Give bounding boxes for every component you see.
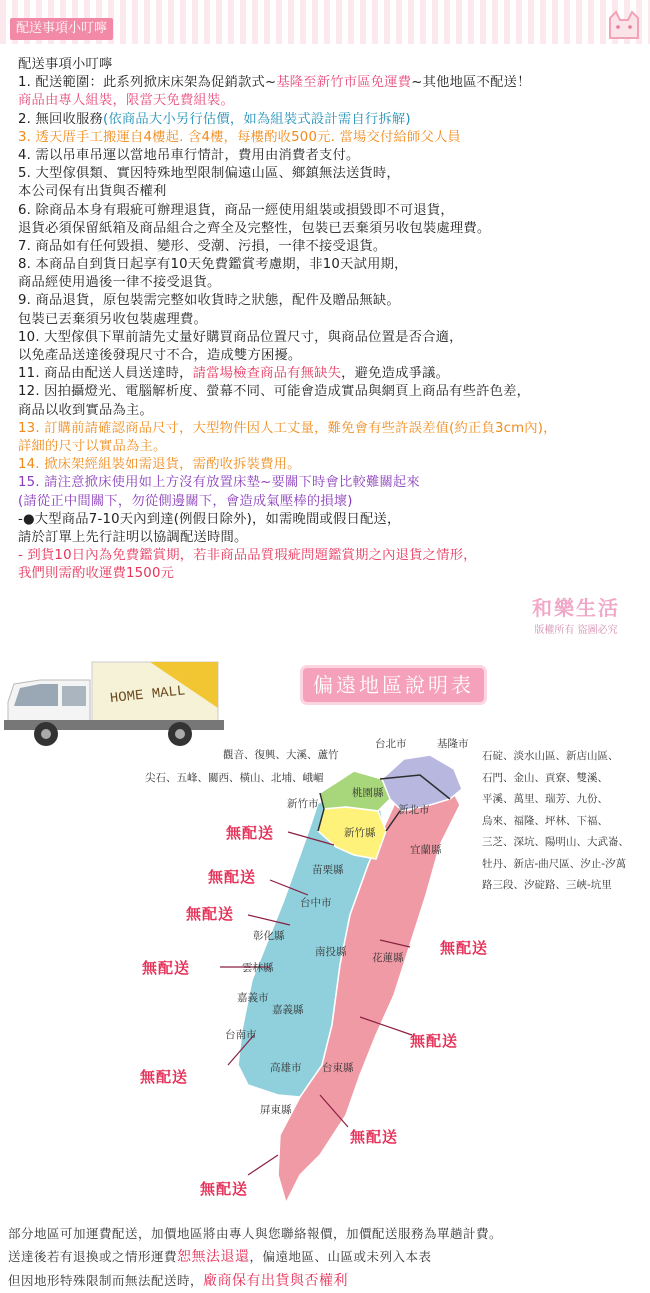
notice-segment: 詳細的尺寸以實品為主。 (18, 438, 167, 454)
label-taoyuan: 桃園縣 (352, 787, 384, 799)
notice-line (18, 383, 638, 401)
notice-line (18, 74, 638, 92)
label-new-taipei: 新北市 (398, 804, 430, 816)
label-nantou: 南投縣 (315, 946, 347, 958)
notice-segment: 9. 商品退貨，原包裝需完整如收貨時之狀態，配件及贈品無缺。 (18, 293, 400, 309)
label-yunlin: 雲林縣 (242, 962, 274, 974)
label-tainan: 台南市 (225, 1029, 257, 1041)
no-delivery-label: 無配送 (200, 1180, 249, 1198)
notice-line (18, 256, 638, 274)
cat-icon (604, 8, 644, 42)
label-taitung: 台東縣 (322, 1062, 354, 1074)
notice-segment: 1. 配送範圍：此系列掀床床架為促銷款式~ (18, 75, 277, 91)
taipei-remote-list (482, 746, 629, 897)
notice-line (18, 220, 638, 238)
notice-segment: 15. 請注意掀床使用如上方沒有放置床墊~要關下時會比較難關起來 (18, 475, 420, 491)
footer-highlight: 恕無法退還 (177, 1249, 250, 1265)
label-miaoli: 苗栗縣 (312, 864, 344, 876)
header-tag: 配送事項小叮嚀 (10, 18, 113, 40)
taipei-remote-item: 石碇、淡水山區、新店山區、 (482, 750, 619, 762)
notice-segment: 8. 本商品自到貨日起享有10天免費鑑賞考慮期，非10天試用期， (18, 257, 408, 273)
notice-lines (18, 74, 638, 583)
notice-segment: 本公司保有出貨與否權利 (18, 184, 167, 200)
notice-segment: ~其他地區不配送！ (411, 75, 531, 91)
map-title: 偏遠地區說明表 (303, 668, 484, 702)
notice-line (18, 274, 638, 292)
label-chiayi-city: 嘉義市 (237, 992, 269, 1004)
label-taipei-city: 台北市 (375, 738, 407, 750)
notice-line (18, 511, 638, 529)
taipei-remote-item: 平溪、萬里、瑞芳、九份、 (482, 793, 608, 805)
no-delivery-label: 無配送 (440, 939, 489, 957)
notice-line (18, 147, 638, 165)
notice-segment: -●大型商品7-10天內到達(例假日除外)，如需晚間或假日配送， (18, 511, 401, 527)
notice-line (18, 456, 638, 474)
label-kaohsiung: 高雄市 (270, 1062, 302, 1074)
notice-segment: 5. 大型傢俱類、實因特殊地型限制偏遠山區、鄉鎮無法送貨時， (18, 166, 400, 182)
notice-line (18, 402, 638, 420)
brand-watermark (532, 592, 620, 636)
notice-segment: 商品經使用過後一律不接受退貨。 (18, 275, 221, 291)
taipei-remote-item: 三芝、深坑、陽明山、大武崙、 (482, 836, 629, 848)
notice-segment: 7. 商品如有任何毀損、變形、受潮、污損，一律不接受退貨。 (18, 238, 387, 254)
notice-line (18, 292, 638, 310)
notice-line (18, 438, 638, 456)
no-delivery-label: 無配送 (142, 959, 191, 977)
no-delivery-label: 無配送 (140, 1068, 189, 1086)
footer-highlight: 廠商保有出貨與否權利 (203, 1273, 349, 1289)
no-delivery-label: 無配送 (226, 824, 275, 842)
notice-segment: 11. 商品由配送人員送達時， (18, 366, 193, 382)
footer-text: 但因地形特殊限制而無法配送時， (8, 1273, 204, 1288)
label-pingtung: 屏東縣 (260, 1104, 292, 1116)
notice-segment: 以免產品送達後發現尺寸不合，造成雙方困擾。 (18, 348, 302, 363)
footer-text: ，偏遠地區、山區或未列入本表 (249, 1249, 432, 1264)
delivery-notice (18, 56, 638, 583)
notice-segment: 2. 無回收服務 (18, 111, 103, 127)
footer-line-2 (8, 1245, 644, 1269)
taipei-remote-item: 路三段、汐碇路、三峽-坑里 (482, 879, 612, 891)
truck-sign: HOME MALL (109, 683, 187, 708)
remote-north-1: 觀音、復興、大溪、蘆竹 (223, 749, 339, 761)
notice-segment: (請從正中間關下，勿從側邊關下，會造成氣壓棒的損壞) (18, 493, 353, 509)
notice-segment: 6. 除商品本身有瑕疵可辦理退貨，商品一經使用組裝或損毀即不可退貨， (18, 202, 454, 218)
notice-segment: 商品以收到實品為主。 (18, 402, 153, 418)
notice-segment: ，避免造成爭議。 (341, 366, 450, 382)
remote-north-2: 尖石、五峰、關西、橫山、北埔、峨嵋 (145, 772, 324, 784)
footer-text: 送達後若有退換或之情形運費 (8, 1249, 178, 1264)
label-yilan: 宜蘭縣 (410, 844, 442, 856)
notice-line (18, 493, 638, 511)
label-hsinchu-city: 新竹市 (287, 798, 319, 810)
notice-line (18, 311, 638, 329)
no-delivery-label: 無配送 (208, 868, 257, 886)
notice-segment: 商品由專人組裝，限當天免費組裝。 (18, 93, 234, 109)
label-hualien: 花蓮縣 (372, 952, 404, 964)
no-delivery-label: 無配送 (186, 905, 235, 923)
no-delivery-label: 無配送 (350, 1128, 399, 1146)
notice-line (18, 238, 638, 256)
notice-line (18, 365, 638, 383)
notice-segment: 13. 訂購前請確認商品尺寸，大型物件因人工丈量，難免會有些許誤差值(約正負3cm內)， (18, 420, 557, 436)
footer-line-3 (8, 1269, 644, 1293)
notice-line (18, 420, 638, 438)
notice-segment: 我們則需酌收運費1500元 (18, 566, 175, 582)
notice-line (18, 202, 638, 220)
notice-segment: 14. 掀床架經組裝如需退貨，需酌收拆裝費用。 (18, 457, 301, 473)
notice-line (18, 474, 638, 492)
notice-segment: 12. 因拍攝燈光、電腦解析度、螢幕不同、可能會造成實品與網頁上商品有些許色差， (18, 384, 531, 400)
notice-segment: 請當場檢查商品有無缺失 (192, 366, 342, 382)
notice-segment: 10. 大型傢俱下單前請先丈量好購買商品位置尺寸，與商品位置是否合適， (18, 329, 463, 345)
brand-name: 和樂生活 (532, 596, 620, 620)
notice-line (18, 183, 638, 201)
notice-line (18, 129, 638, 147)
no-delivery-label: 無配送 (410, 1032, 459, 1050)
label-hsinchu-county: 新竹縣 (344, 827, 376, 839)
notice-segment: 基隆至新竹市區免運費 (276, 75, 412, 91)
taipei-remote-item: 牡丹、新店-曲尺區、汐止-汐萬 (482, 857, 627, 870)
notice-line (18, 565, 638, 583)
notice-segment: 4. 需以吊車吊運以當地吊車行情計，費用由消費者支付。 (18, 147, 360, 163)
taiwan-map (150, 735, 490, 1225)
label-taichung: 台中市 (300, 897, 332, 909)
label-chiayi-county: 嘉義縣 (272, 1004, 304, 1016)
notice-segment: 退貨必須保留紙箱及商品組合之齊全及完整性，包裝已丟棄須另收包裝處理費。 (18, 220, 491, 236)
notice-line (18, 347, 638, 365)
taipei-remote-item: 石門、金山、貢寮、雙溪、 (482, 771, 608, 784)
footer-note (8, 1222, 644, 1293)
notice-line (18, 329, 638, 347)
notice-line (18, 529, 638, 547)
footer-line-1: 部分地區可加運費配送，加價地區將由專人與您聯絡報價，加價配送服務為單趟計費。 (8, 1226, 503, 1241)
taipei-remote-item: 烏來、福隆、坪林、下福、 (482, 814, 608, 827)
notice-line (18, 92, 638, 110)
notice-line (18, 165, 638, 183)
notice-line (18, 547, 638, 565)
notice-title: 配送事項小叮嚀 (18, 57, 113, 72)
label-changhua: 彰化縣 (253, 930, 285, 942)
notice-segment: 請於訂單上先行註明以協調配送時間。 (18, 529, 248, 545)
notice-segment: - 到貨10日內為免費鑑賞期，若非商品品質瑕疵問題鑑賞期之內退貨之情形， (18, 548, 477, 564)
notice-line (18, 111, 638, 129)
brand-slogan: 版權所有 盜圖必究 (534, 625, 618, 636)
label-keelung: 基隆市 (437, 738, 469, 750)
notice-segment: (依商品大小另行估價，如為組裝式設計需自行拆解) (103, 111, 411, 127)
notice-segment: 3. 透天厝手工搬運自4樓起. 含4樓，每樓酌收500元. 當場交付給師父人員 (18, 129, 461, 145)
notice-segment: 包裝已丟棄須另收包裝處理費。 (18, 311, 207, 327)
